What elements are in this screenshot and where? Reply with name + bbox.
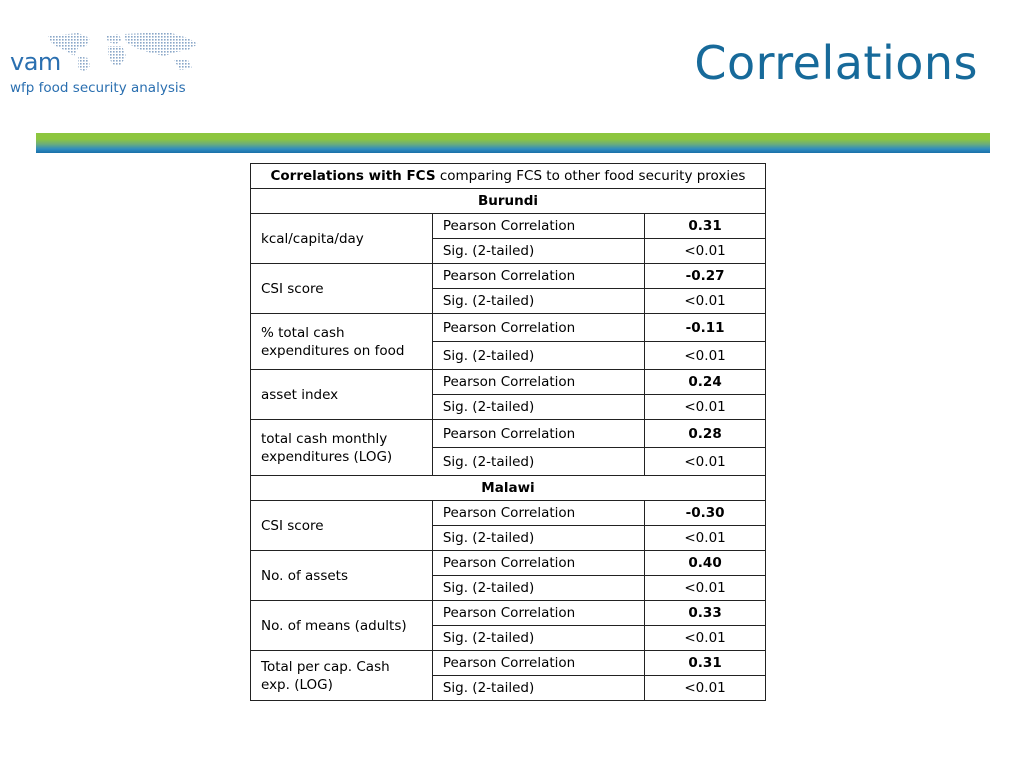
statistic-label-cell: Sig. (2-tailed): [432, 395, 644, 420]
variable-cell: No. of assets: [251, 551, 433, 601]
statistic-label-cell: Pearson Correlation: [432, 214, 644, 239]
table-caption-row: [251, 164, 766, 189]
pearson-value-cell: 0.40: [645, 551, 766, 576]
pearson-value-cell: 0.31: [645, 214, 766, 239]
vam-logo: [8, 30, 208, 100]
statistic-label-cell: Sig. (2-tailed): [432, 289, 644, 314]
statistic-label-cell: Sig. (2-tailed): [432, 342, 644, 370]
section-header: Burundi: [251, 189, 766, 214]
table-row: [251, 420, 766, 448]
significance-value-cell: <0.01: [645, 626, 766, 651]
logo-wordmark: vam: [10, 48, 61, 76]
significance-value-cell: <0.01: [645, 676, 766, 701]
section-header-row: [251, 189, 766, 214]
table-row: [251, 551, 766, 576]
logo-subtitle: wfp food security analysis: [10, 80, 186, 96]
section-header: Malawi: [251, 476, 766, 501]
significance-value-cell: <0.01: [645, 239, 766, 264]
variable-cell: total cash monthly expenditures (LOG): [251, 420, 433, 476]
statistic-label-cell: Sig. (2-tailed): [432, 676, 644, 701]
section-header-row: [251, 476, 766, 501]
significance-value-cell: <0.01: [645, 526, 766, 551]
statistic-label-cell: Pearson Correlation: [432, 551, 644, 576]
significance-value-cell: <0.01: [645, 395, 766, 420]
statistic-label-cell: Sig. (2-tailed): [432, 239, 644, 264]
correlations-table: [250, 163, 766, 701]
significance-value-cell: <0.01: [645, 289, 766, 314]
pearson-value-cell: 0.28: [645, 420, 766, 448]
table-row: [251, 370, 766, 395]
variable-cell: kcal/capita/day: [251, 214, 433, 264]
statistic-label-cell: Sig. (2-tailed): [432, 448, 644, 476]
statistic-label-cell: Pearson Correlation: [432, 651, 644, 676]
variable-cell: Total per cap. Cash exp. (LOG): [251, 651, 433, 701]
table-caption-rest: comparing FCS to other food security proxies: [435, 168, 746, 184]
pearson-value-cell: 0.33: [645, 601, 766, 626]
statistic-label-cell: Pearson Correlation: [432, 501, 644, 526]
statistic-label-cell: Sig. (2-tailed): [432, 526, 644, 551]
significance-value-cell: <0.01: [645, 342, 766, 370]
pearson-value-cell: -0.30: [645, 501, 766, 526]
table-row: [251, 601, 766, 626]
statistic-label-cell: Pearson Correlation: [432, 370, 644, 395]
table-caption-bold: Correlations with FCS: [270, 168, 436, 184]
table-caption: [251, 164, 766, 189]
variable-cell: asset index: [251, 370, 433, 420]
statistic-label-cell: Sig. (2-tailed): [432, 626, 644, 651]
world-map-icon: [38, 30, 208, 72]
page-title: Correlations: [694, 36, 978, 90]
pearson-value-cell: 0.31: [645, 651, 766, 676]
header-divider: [36, 133, 990, 153]
table-row: [251, 501, 766, 526]
pearson-value-cell: 0.24: [645, 370, 766, 395]
pearson-value-cell: -0.11: [645, 314, 766, 342]
variable-cell: No. of means (adults): [251, 601, 433, 651]
variable-cell: CSI score: [251, 264, 433, 314]
statistic-label-cell: Pearson Correlation: [432, 314, 644, 342]
statistic-label-cell: Pearson Correlation: [432, 420, 644, 448]
variable-cell: % total cash expenditures on food: [251, 314, 433, 370]
significance-value-cell: <0.01: [645, 448, 766, 476]
statistic-label-cell: Pearson Correlation: [432, 264, 644, 289]
pearson-value-cell: -0.27: [645, 264, 766, 289]
variable-cell: CSI score: [251, 501, 433, 551]
table-row: [251, 314, 766, 342]
significance-value-cell: <0.01: [645, 576, 766, 601]
table-row: [251, 214, 766, 239]
table-row: [251, 651, 766, 676]
table-row: [251, 264, 766, 289]
statistic-label-cell: Pearson Correlation: [432, 601, 644, 626]
statistic-label-cell: Sig. (2-tailed): [432, 576, 644, 601]
